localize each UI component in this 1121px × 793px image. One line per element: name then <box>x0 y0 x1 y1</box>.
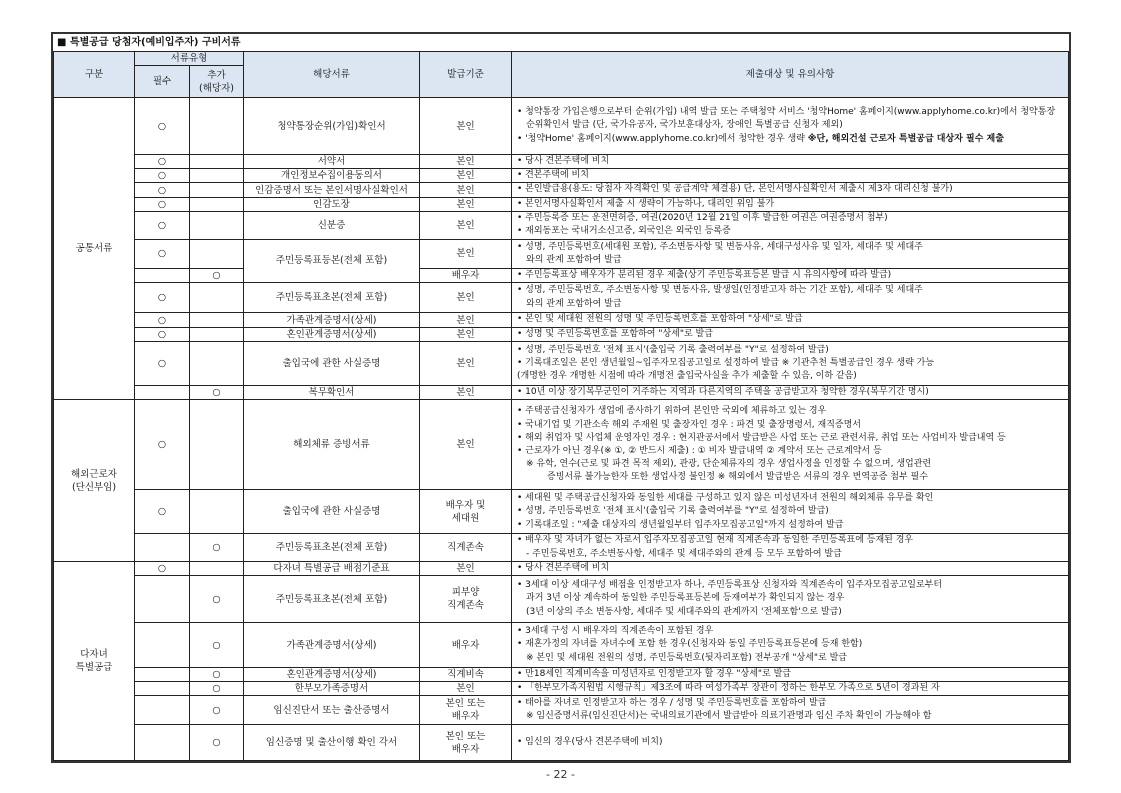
basis-line: 피부양 <box>451 587 480 599</box>
required-mark-cell <box>135 183 190 197</box>
note-text: 해외 취업자 및 사업체 운영자인 경우 : 현지관공서에서 발급받은 사업 또는 근로 관련서류, 취업 또는 사업비자 발급내역 등 <box>525 432 1006 443</box>
basis-line: 본인 <box>456 156 475 168</box>
basis-line: 직계비속 <box>447 669 484 681</box>
required-mark: ○ <box>157 156 167 168</box>
note-line <box>517 198 1068 211</box>
notes-cell <box>512 623 1069 668</box>
table-row <box>54 283 1069 313</box>
note-line <box>517 592 1068 605</box>
document-name: 출입국에 관한 사실증명 <box>244 342 420 386</box>
basis-line: 본인 <box>456 683 475 695</box>
note-text: 와의 관계 포함하여 발급 <box>526 298 622 309</box>
note-text: 3세대 이상 세대구성 배점을 인정받고자 하나, 주민등록표상 신청자와 직계존속이 입주자모집공고일로부터 <box>525 580 943 591</box>
note-text: 「한부모가족지원법 시행규칙」제3조에 따라 여성가족부 장관이 정하는 한부모 가족으로 5년이 경과된 자 <box>525 683 940 694</box>
additional-mark: ○ <box>212 704 221 716</box>
note-text: 10년 이상 장기복무군인이 거주하는 지역과 다른지역의 주택을 공급받고자 청약한 경우(복무기간 명시) <box>525 387 929 398</box>
additional-mark: ○ <box>212 669 221 681</box>
document-name: 복무확인서 <box>244 386 420 400</box>
issuance-basis <box>420 328 512 342</box>
table-row <box>54 623 1069 668</box>
document-name: 출입국에 관한 사실증명 <box>244 490 420 534</box>
table-row <box>54 725 1069 761</box>
required-mark: ○ <box>157 120 167 132</box>
basis-line: 본인 <box>456 358 475 370</box>
note-text: 증빙서류 불가능한자 또한 생업사정 불인정 ※ 해외에서 발급받은 서류의 경우 번역공증 첨부 필수 <box>547 472 928 483</box>
note-line <box>517 505 1068 518</box>
required-mark-cell <box>135 239 190 268</box>
notes-cell <box>512 561 1069 575</box>
additional-mark-cell <box>190 668 244 682</box>
basis-line: 직계존속 <box>447 542 484 554</box>
page-number: - 22 - <box>546 768 575 781</box>
additional-mark-cell <box>190 283 244 313</box>
group-cell <box>54 98 135 400</box>
table-row <box>54 576 1069 623</box>
note-text: 기록대조일은 본인 생년월일~입주자모집공고일로 설정하여 발급 ※ 기관추천 특별공급인 경우 생략 가능 <box>525 358 935 369</box>
note-line <box>517 710 1068 723</box>
basis-line: 배우자 및 <box>445 499 486 511</box>
note-text: 과거 3년 이상 계속하여 동일한 주민등록표등본에 등재여부가 확인되지 않는 경우 <box>526 593 845 604</box>
additional-mark: ○ <box>212 593 221 605</box>
additional-mark-cell <box>190 400 244 490</box>
notes-cell <box>512 490 1069 534</box>
header-additional-line1: 추가 <box>207 69 226 81</box>
basis-line: 본인 또는 <box>445 698 486 710</box>
note-text: 견본주택에 비치 <box>525 170 589 181</box>
additional-mark-cell <box>190 211 244 239</box>
note-text: 본인서명사실확인서 제출 시 생략이 가능하나, 대리인 위임 불가 <box>525 198 775 209</box>
table-row <box>54 169 1069 183</box>
note-line <box>517 328 1068 341</box>
basis-line: 본인 <box>456 184 475 196</box>
issuance-basis <box>420 239 512 268</box>
issuance-basis <box>420 682 512 696</box>
required-mark: ○ <box>157 314 167 326</box>
group-label: 특별공급 <box>75 662 113 674</box>
note-text: 본인발급용(용도: 당첨자 자격확인 및 공급계약 체결용) 단, 본인서명사실확인서 제출시 제3자 대리신청 불가) <box>525 184 953 195</box>
note-text: 만18세인 직계비속을 미성년자로 인정받고자 할 경우 "상세"로 발급 <box>525 669 791 680</box>
additional-mark-cell <box>190 98 244 155</box>
required-mark: ○ <box>157 184 167 196</box>
notes-cell <box>512 283 1069 313</box>
note-line <box>517 370 1068 383</box>
notes-cell <box>512 197 1069 211</box>
document-name: 인감증명서 또는 본인서명사실확인서 <box>244 183 420 197</box>
note-bold-text: ※단, 해외건설 근로자 특별공급 대상자 필수 제출 <box>807 133 1004 144</box>
issuance-basis <box>420 155 512 169</box>
note-line <box>517 697 1068 710</box>
basis-line: 본인 <box>456 562 475 574</box>
note-text: ※ 임신증명서류(임신진단서)는 국내의료기관에서 발급받아 의료기관명과 임신 주차 확인이 가능해야 함 <box>526 711 932 722</box>
note-line <box>517 386 1068 399</box>
note-line <box>517 458 1068 471</box>
section-title: ■ 특별공급 당첨자(예비입주자) 구비서류 <box>57 37 241 48</box>
required-mark-cell <box>135 342 190 386</box>
basis-line: 직계존속 <box>447 600 484 612</box>
note-line <box>517 668 1068 681</box>
required-mark-cell <box>135 725 190 761</box>
basis-line: 본인 <box>456 329 475 341</box>
note-line <box>517 405 1068 418</box>
table-row <box>54 211 1069 239</box>
basis-line: 본인 <box>456 170 475 182</box>
document-name: 한부모가족증명서 <box>244 682 420 696</box>
note-text: 성명, 주민등록번호, 주소변동사항 및 변동사유, 발생일(인정받고자 하는 기간 포함), 세대주 및 세대주 <box>525 285 923 296</box>
table-row <box>54 342 1069 386</box>
additional-mark-cell <box>190 725 244 761</box>
group-label: 공통서류 <box>75 243 113 255</box>
table-row <box>54 682 1069 696</box>
required-mark-cell <box>135 696 190 725</box>
basis-line: 본인 <box>456 314 475 326</box>
notes-cell <box>512 696 1069 725</box>
required-mark: ○ <box>157 358 167 370</box>
note-text: 청약통장 가입은행으로부터 순위(가입) 내역 발급 또는 주택청약 서비스 '청약Home' 홈페이지(www.applyhome.co.kr)에서 청약통장 <box>525 107 1056 118</box>
notes-cell <box>512 169 1069 183</box>
note-line <box>517 269 1068 282</box>
additional-mark-cell <box>190 682 244 696</box>
issuance-basis <box>420 696 512 725</box>
group-cell <box>54 400 135 561</box>
note-text: (3년 이상의 주소 변동사항, 세대주 및 세대주와의 관계까지 '전체포함'으로 발급) <box>526 606 842 617</box>
document-name: 서약서 <box>244 155 420 169</box>
document-name: 임신증명 및 출산이행 확인 각서 <box>244 725 420 761</box>
note-line <box>517 492 1068 505</box>
header-doc-type: 서류유형 <box>135 52 244 66</box>
note-text: 태아를 자녀로 인정받고자 하는 경우 / 성명 및 주민등록번호를 포함하여 발급 <box>525 698 827 709</box>
required-mark-cell <box>135 490 190 534</box>
table-row <box>54 183 1069 197</box>
additional-mark-cell <box>190 155 244 169</box>
header-document: 해당서류 <box>244 52 420 98</box>
required-mark: ○ <box>157 219 167 231</box>
note-line <box>517 579 1068 592</box>
issuance-basis <box>420 668 512 682</box>
issuance-basis <box>420 268 512 282</box>
additional-mark: ○ <box>212 269 221 281</box>
note-text: 성명, 주민등록번호 '전체 표시'(출입국 기록 출력여부를 "Y"로 설정하여 발급) <box>525 344 829 355</box>
issuance-basis <box>420 313 512 328</box>
issuance-basis <box>420 169 512 183</box>
table-row <box>54 561 1069 575</box>
additional-mark-cell <box>190 328 244 342</box>
notes-cell <box>512 155 1069 169</box>
note-line <box>517 133 1068 146</box>
note-line <box>517 519 1068 532</box>
required-mark: ○ <box>157 329 167 341</box>
note-text: 근로자가 아닌 경우(※ ①, ② 반드시 제출) : ① 비자 발급내역 ② 계약서 또는 근로계약서 등 <box>525 445 882 456</box>
note-line <box>517 212 1068 225</box>
additional-mark: ○ <box>212 683 221 695</box>
note-line <box>517 548 1068 561</box>
note-text: 주택공급신청자가 생업에 종사하기 위하여 본인만 국외에 체류하고 있는 경우 <box>525 406 827 417</box>
note-line <box>517 298 1068 311</box>
document-name: 다자녀 특별공급 배점기준표 <box>244 561 420 575</box>
note-line <box>517 445 1068 458</box>
additional-mark-cell <box>190 623 244 668</box>
note-text: 당사 견본주택에 비치 <box>525 156 610 166</box>
document-name: 청약통장순위(가입)확인서 <box>244 98 420 155</box>
table-row <box>54 490 1069 534</box>
document-name: 해외체류 증빙서류 <box>244 400 420 490</box>
required-mark-cell <box>135 668 190 682</box>
header-group: 구분 <box>54 52 135 98</box>
group-label: 해외근로자 <box>71 468 117 480</box>
required-mark-cell <box>135 623 190 668</box>
note-text: 국내기업 및 기관소속 해외 주재원 및 출장자인 경우 : 파견 및 출장명령서, 재직증명서 <box>525 419 861 430</box>
notes-cell <box>512 668 1069 682</box>
table-row <box>54 668 1069 682</box>
group-label: 다자녀 <box>80 649 108 661</box>
required-mark-cell <box>135 682 190 696</box>
basis-line: 본인 <box>456 387 475 399</box>
basis-line: 배우자 <box>451 639 480 651</box>
notes-cell <box>512 342 1069 386</box>
issuance-basis <box>420 561 512 575</box>
notes-cell <box>512 576 1069 623</box>
note-text: (개명한 경우 개명한 시점에 따라 개명전 출입국사실을 추가 제출할 수 있음, 이하 같음) <box>517 371 857 382</box>
header-additional-line2: (해당자) <box>199 82 234 94</box>
group-cell <box>54 561 135 761</box>
additional-mark-cell <box>190 268 244 282</box>
notes-cell <box>512 682 1069 696</box>
document-name: 혼인관계증명서(상세) <box>244 668 420 682</box>
additional-mark-cell <box>190 197 244 211</box>
additional-mark: ○ <box>212 387 221 399</box>
additional-mark-cell <box>190 239 244 268</box>
required-mark: ○ <box>157 170 167 182</box>
note-line <box>517 119 1068 132</box>
document-name: 가족관계증명서(상세) <box>244 623 420 668</box>
basis-line: 배우자 <box>451 711 480 723</box>
basis-line: 본인 <box>456 248 475 260</box>
issuance-basis <box>420 98 512 155</box>
document-name: 주민등록표초본(전체 포함) <box>244 534 420 561</box>
issuance-basis <box>420 342 512 386</box>
note-line <box>517 736 1068 749</box>
required-mark-cell <box>135 169 190 183</box>
basis-line: 본인 <box>456 219 475 231</box>
required-mark: ○ <box>157 248 167 260</box>
required-mark-cell <box>135 386 190 400</box>
notes-cell <box>512 239 1069 268</box>
document-name: 인감도장 <box>244 197 420 211</box>
additional-mark-cell <box>190 313 244 328</box>
table-body <box>54 98 1069 761</box>
notes-cell <box>512 268 1069 282</box>
note-text: ※ 본인 및 세대원 전원의 성명, 주민등록번호(뒷자리포함) 전부공개 "상세"로 발급 <box>526 652 847 663</box>
additional-mark-cell <box>190 342 244 386</box>
notes-cell <box>512 183 1069 197</box>
additional-mark-cell <box>190 696 244 725</box>
notes-cell <box>512 725 1069 761</box>
note-text: 세대원 및 주택공급신청자와 동일한 세대를 구성하고 있지 않은 미성년자녀 전원의 해외체류 유무를 확인 <box>525 493 934 504</box>
note-text: - 주민등록번호, 주소변동사항, 세대주 및 세대주와의 관계 등 모두 포함하여 발급 <box>526 548 842 559</box>
header-basis: 발급기준 <box>420 52 512 98</box>
basis-line: 본인 <box>456 292 475 304</box>
note-text: 당사 견본주택에 비치 <box>525 562 610 573</box>
required-mark: ○ <box>157 292 167 304</box>
additional-mark-cell <box>190 169 244 183</box>
issuance-basis <box>420 183 512 197</box>
document-name: 주민등록표초본(전체 포함) <box>244 283 420 313</box>
required-mark-cell <box>135 328 190 342</box>
document-name: 임신진단서 또는 출산증명서 <box>244 696 420 725</box>
documents-table <box>53 51 1069 761</box>
table-row <box>54 239 1069 268</box>
note-text: 와의 관계 포함하여 발급 <box>526 254 622 265</box>
note-text: 3세대 구성 시 배우자의 직계존속이 포함된 경우 <box>525 626 714 637</box>
required-mark-cell <box>135 400 190 490</box>
required-mark: ○ <box>157 439 167 451</box>
note-line <box>517 254 1068 267</box>
required-mark-cell <box>135 576 190 623</box>
table-row <box>54 328 1069 342</box>
note-text: 성명, 주민등록번호 '전체 표시'(출입국 기록 출력여부를 "Y"로 설정하여 발급) <box>525 506 829 517</box>
basis-line: 본인 <box>456 198 475 210</box>
additional-mark-cell <box>190 386 244 400</box>
document-name: 주민등록표초본(전체 포함) <box>244 576 420 623</box>
issuance-basis <box>420 211 512 239</box>
note-text: 배우자 및 자녀가 없는 자로서 입주자모집공고일 현재 직계존속과 동일한 주민등록표에 등재된 경우 <box>525 535 914 546</box>
note-line <box>517 432 1068 445</box>
issuance-basis <box>420 400 512 490</box>
notes-cell <box>512 534 1069 561</box>
header-required: 필수 <box>135 66 190 98</box>
header-additional <box>190 66 244 98</box>
note-line <box>517 471 1068 484</box>
note-line <box>517 606 1068 619</box>
basis-line: 본인 또는 <box>445 730 486 742</box>
issuance-basis <box>420 623 512 668</box>
note-text: 주민등록표상 배우자가 분리된 경우 제출(상기 주민등록표등본 발급 시 유의사항에 따라 발급) <box>525 269 892 280</box>
notes-cell <box>512 313 1069 328</box>
table-row <box>54 268 1069 282</box>
additional-mark: ○ <box>212 639 221 651</box>
note-line <box>517 155 1068 168</box>
note-text: 재혼가정의 자녀를 자녀수에 포함 한 경우(신청자와 동일 주민등록표등본에 등재 한함) <box>525 639 863 650</box>
basis-line: 본인 <box>456 439 475 451</box>
document-name: 신분증 <box>244 211 420 239</box>
additional-mark: ○ <box>212 542 221 554</box>
note-text: 성명 및 주민등록번호를 포함하여 "상세"로 발급 <box>525 329 713 340</box>
required-mark-cell <box>135 211 190 239</box>
additional-mark-cell <box>190 490 244 534</box>
note-text: ※ 유학, 연수(근로 및 파견 목적 제외), 관광, 단순체류자의 경우 생업사정을 인정할 수 없으며, 생업관련 <box>526 459 932 470</box>
additional-mark-cell <box>190 183 244 197</box>
issuance-basis <box>420 725 512 761</box>
note-line <box>517 534 1068 547</box>
issuance-basis <box>420 534 512 561</box>
notes-cell <box>512 386 1069 400</box>
notes-cell <box>512 98 1069 155</box>
note-line <box>517 652 1068 665</box>
additional-mark-cell <box>190 576 244 623</box>
required-mark: ○ <box>157 506 167 518</box>
table-row <box>54 313 1069 328</box>
note-line <box>517 638 1068 651</box>
table-row <box>54 386 1069 400</box>
note-text: 본인 및 세대원 전원의 성명 및 주민등록번호를 포함하여 "상세"로 발급 <box>525 314 803 325</box>
required-mark-cell <box>135 283 190 313</box>
required-mark: ○ <box>157 562 167 574</box>
document-name: 가족관계증명서(상세) <box>244 313 420 328</box>
note-line <box>517 625 1068 638</box>
required-mark-cell <box>135 197 190 211</box>
issuance-basis <box>420 386 512 400</box>
note-text: 순위확인서 발급 (단, 국가유공자, 국가보훈대상자, 장애인 특별공급 신청자 제외) <box>526 120 843 131</box>
note-line <box>517 562 1068 575</box>
table-row <box>54 155 1069 169</box>
notes-cell <box>512 211 1069 239</box>
table-row <box>54 197 1069 211</box>
note-line <box>517 344 1068 357</box>
issuance-basis <box>420 283 512 313</box>
notes-cell <box>512 328 1069 342</box>
additional-mark-cell <box>190 561 244 575</box>
basis-line: 본인 <box>456 120 475 132</box>
required-mark-cell <box>135 561 190 575</box>
note-text: '청약Home' 홈페이지(www.applyhome.co.kr)에서 청약한 경우 생략 <box>525 133 808 144</box>
additional-mark: ○ <box>212 737 221 749</box>
group-label: (단신부임) <box>71 481 117 493</box>
required-mark-cell <box>135 313 190 328</box>
note-text: 기록대조일 : "제출 대상자의 생년월일부터 입주자모집공고일"까지 설정하여 발급 <box>525 519 844 530</box>
table-row <box>54 534 1069 561</box>
notes-cell <box>512 400 1069 490</box>
issuance-basis <box>420 490 512 534</box>
note-line <box>517 682 1068 695</box>
note-line <box>517 241 1068 254</box>
document-name: 혼인관계증명서(상세) <box>244 328 420 342</box>
note-line <box>517 284 1068 297</box>
basis-line: 배우자 <box>451 743 480 755</box>
issuance-basis <box>420 197 512 211</box>
note-text: 임신의 경우(당사 견본주택에 비치) <box>525 737 663 748</box>
table-row <box>54 400 1069 490</box>
note-text: 재외동포는 국내거소신고증, 외국인은 외국인 등록증 <box>525 226 731 237</box>
header-notes: 제출대상 및 유의사항 <box>512 52 1069 98</box>
basis-line: 세대원 <box>451 512 480 524</box>
required-mark-cell <box>135 155 190 169</box>
document-frame <box>51 32 1071 763</box>
note-line <box>517 357 1068 370</box>
table-row <box>54 98 1069 155</box>
note-line <box>517 106 1068 119</box>
note-text: 성명, 주민등록번호(세대원 포함), 주소변동사항 및 변동사유, 세대구성사유 및 일자, 세대주 및 세대주 <box>525 241 923 252</box>
required-mark-cell <box>135 268 190 282</box>
note-line <box>517 313 1068 326</box>
basis-line: 배우자 <box>451 269 480 281</box>
note-line <box>517 169 1068 182</box>
document-name: 개인정보수집이용동의서 <box>244 169 420 183</box>
document-name: 주민등록표등본(전체 포함) <box>244 239 420 282</box>
note-line <box>517 225 1068 238</box>
note-line <box>517 183 1068 196</box>
note-line <box>517 419 1068 432</box>
additional-mark-cell <box>190 534 244 561</box>
issuance-basis <box>420 576 512 623</box>
required-mark-cell <box>135 98 190 155</box>
required-mark: ○ <box>157 198 167 210</box>
table-row <box>54 696 1069 725</box>
required-mark-cell <box>135 534 190 561</box>
note-text: 주민등록증 또는 운전면허증, 여권(2020년 12월 21일 이후 발급한 여권은 여권증명서 첨부) <box>525 213 888 224</box>
